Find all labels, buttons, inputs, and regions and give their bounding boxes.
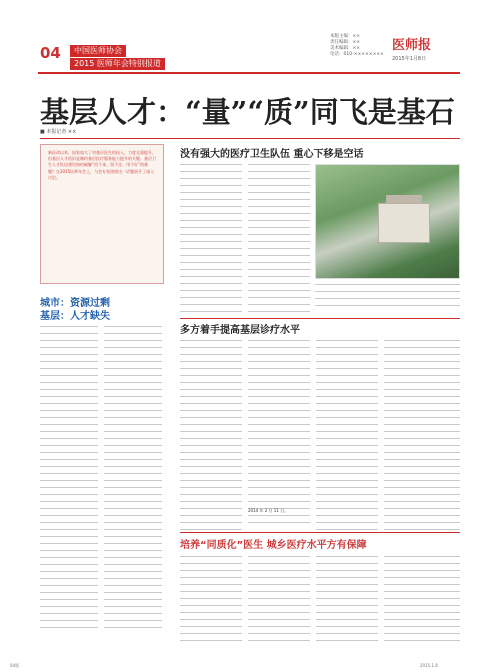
meta-line: 美术编辑：×× [330, 46, 361, 51]
byline: ■ 本报记者 ×× [40, 129, 77, 135]
body-column [40, 326, 98, 634]
page-number: 04 [40, 44, 61, 62]
body-column [248, 164, 310, 318]
page-title: 基层人才：“量”“质”同飞是基石 [40, 95, 455, 129]
special-report-tag: 2015 医师年会特别报道 [70, 58, 165, 70]
body-column [248, 340, 310, 529]
section-title-1: 没有强大的医疗卫生队伍 重心下移是空话 [180, 149, 364, 160]
body-column [248, 556, 310, 647]
headline-rule [40, 138, 460, 139]
section-tag: 中国医师协会 [70, 45, 126, 57]
body-column [384, 556, 460, 647]
header-rule [38, 72, 460, 74]
building [378, 203, 430, 243]
left-heading-2: 基层：人才缺失 [40, 311, 110, 322]
body-column [180, 340, 242, 536]
body-column [180, 556, 242, 647]
meta-line: 电话：010-×××××××× [330, 52, 384, 57]
section-rule [180, 532, 460, 533]
section-rule [180, 318, 460, 319]
body-column [180, 164, 242, 318]
body-column [315, 284, 460, 312]
footer-left: 04版 [10, 663, 20, 668]
newspaper-logo: 医师报 [392, 38, 432, 53]
meta-line: 本版主编：×× [330, 34, 361, 39]
editor-note-text: 新医改以来，国家加大了对基层医生的投入，力度全面提升，但基层人才依旧是制约基层医疗服务能力提升的关键。基层卫生人才队伍建设如何破解“招不来、留不住、用不好”的难题？在2015医师年会上，与会专家围绕这一话题展开了深入讨论。 [48, 150, 156, 180]
date-signoff: 2014 年 2 月 11 日。 [248, 508, 289, 513]
body-column [384, 340, 460, 536]
issue-date: 2015年1月8日 [392, 56, 427, 62]
hospital-photo [315, 164, 460, 279]
left-heading-1: 城市：资源过剩 [40, 298, 110, 309]
section-title-3: 培养“同质化”医生 城乡医疗水平方有保障 [180, 540, 367, 551]
footer-right: 2015.1.8 [420, 663, 438, 668]
meta-line: 责任编辑：×× [330, 40, 361, 45]
editor-meta [330, 34, 390, 58]
body-column [316, 556, 378, 647]
body-column [316, 340, 378, 536]
body-column [104, 326, 162, 634]
section-title-2: 多方着手提高基层诊疗水平 [180, 325, 300, 336]
